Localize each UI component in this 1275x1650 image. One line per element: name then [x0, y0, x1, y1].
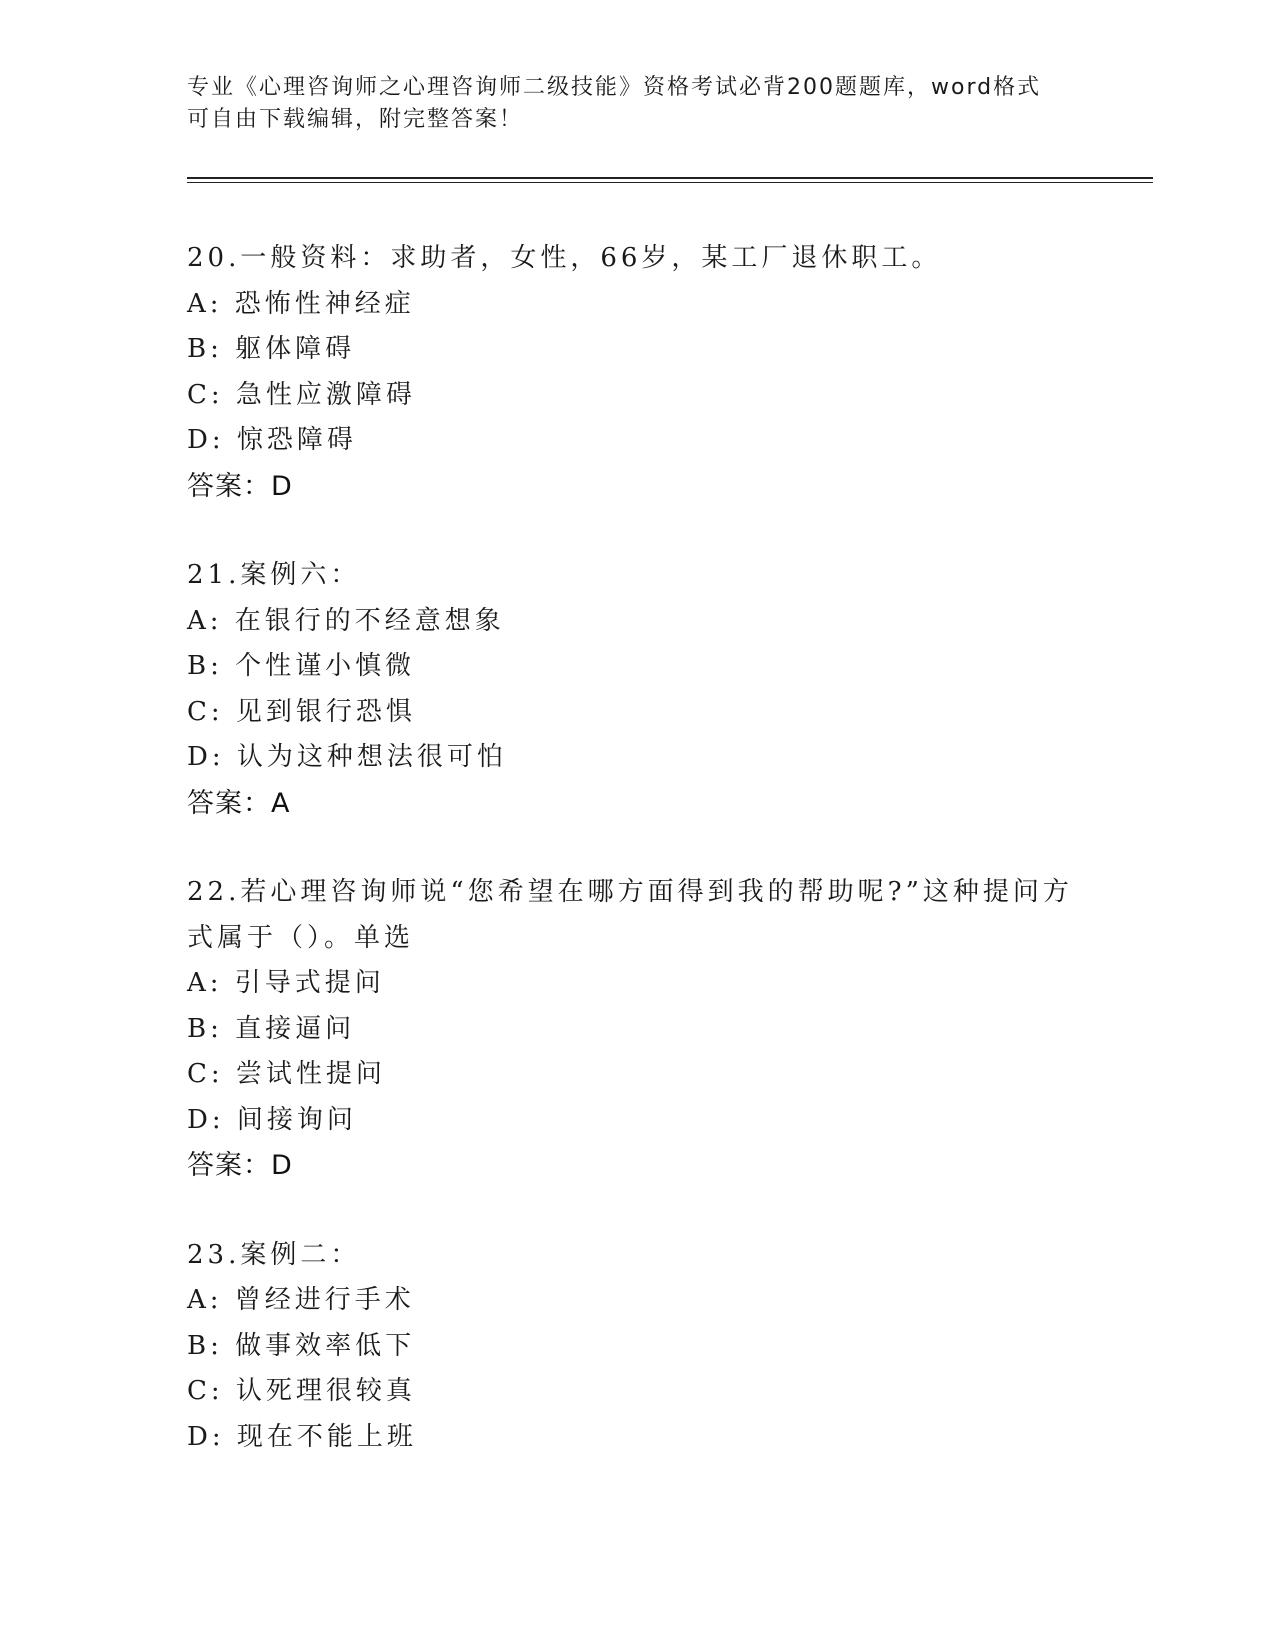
option-b: B: 躯体障碍 [187, 334, 356, 364]
header-divider-thin [187, 182, 1153, 183]
option-b: B: 个性谨小慎微 [187, 651, 416, 681]
document-header [187, 72, 1067, 136]
option-a: A: 引导式提问 [187, 968, 385, 998]
option-a: A: 在银行的不经意想象 [187, 605, 505, 636]
option-d: D: 现在不能上班 [187, 1421, 417, 1452]
header-line-2: 可自由下载编辑，附完整答案！ [187, 107, 524, 132]
option-c: C: 尝试性提问 [187, 1059, 386, 1089]
question-20 [187, 236, 1067, 509]
question-list [187, 236, 1073, 1504]
answer-line: 答案：D [187, 1150, 293, 1181]
option-d: D: 惊恐障碍 [187, 425, 357, 455]
question-stem: 22.若心理咨询师说“您希望在哪方面得到我的帮助呢?”这种提问方 [187, 877, 1073, 907]
option-b: B: 直接逼问 [187, 1013, 356, 1044]
option-a: A: 恐怖性神经症 [187, 288, 415, 319]
option-d: D: 间接询问 [187, 1104, 357, 1135]
header-line-1: 专业《心理咨询师之心理咨询师二级技能》资格考试必背200题题库，word格式 [187, 75, 1042, 100]
answer-line: 答案：D [187, 470, 293, 502]
question-stem: 21.案例六： [187, 560, 361, 590]
question-21 [187, 553, 1067, 826]
option-c: C: 见到银行恐惧 [187, 696, 416, 727]
option-c: C: 急性应激障碍 [187, 379, 416, 410]
question-22 [187, 870, 1073, 1189]
option-c: C: 认死理很较真 [187, 1376, 416, 1406]
header-divider-thick [187, 177, 1153, 179]
answer-line: 答案：A [187, 787, 291, 819]
question-stem-continued: 式属于（）。单选 [187, 922, 415, 953]
question-stem: 23.案例二： [187, 1239, 361, 1270]
question-stem: 20.一般资料：求助者，女性，66岁，某工厂退休职工。 [187, 243, 942, 273]
option-d: D: 认为这种想法很可怕 [187, 742, 507, 772]
option-b: B: 做事效率低下 [187, 1330, 416, 1361]
option-a: A: 曾经进行手术 [187, 1285, 415, 1315]
question-23 [187, 1233, 1067, 1461]
